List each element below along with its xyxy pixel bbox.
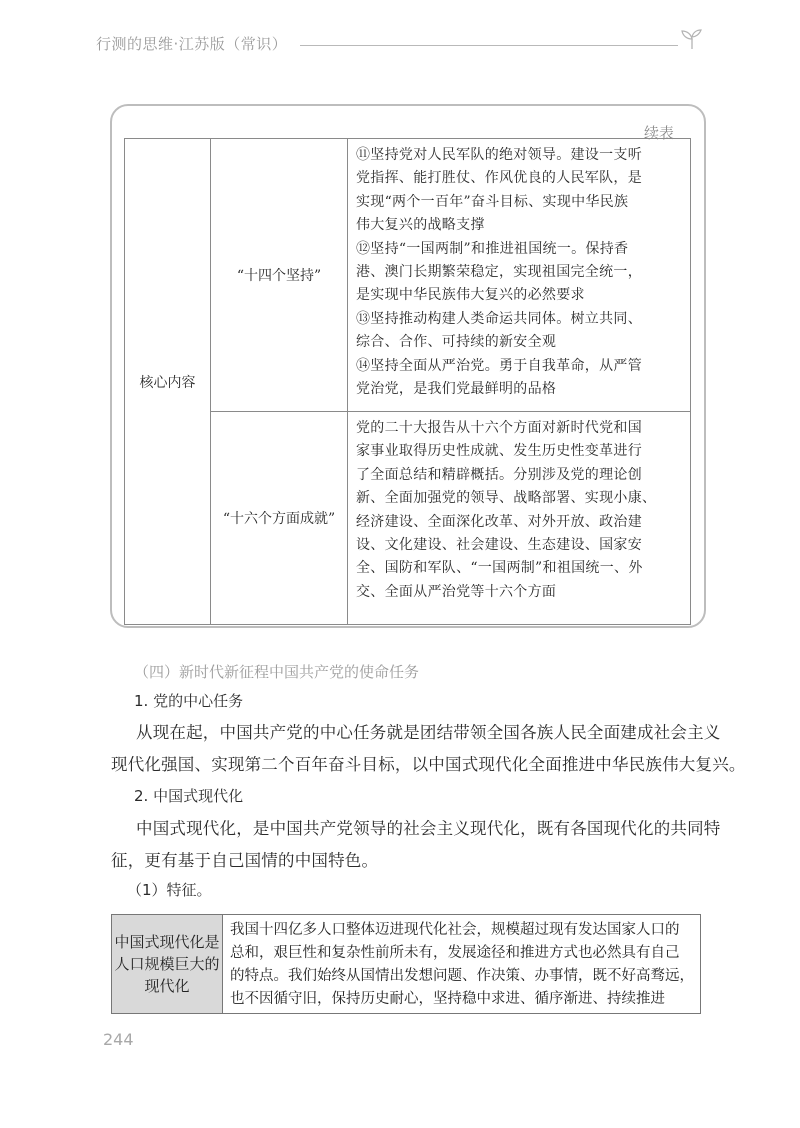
content-line: 新、全面加强党的领导、战略部署、实现小康、	[356, 490, 657, 507]
category-cell	[211, 139, 348, 412]
content-line: ⑪坚持党对人民军队的绝对领导。建设一支听	[356, 147, 642, 163]
page-number: 244	[103, 1030, 134, 1049]
category-cell	[211, 412, 348, 625]
content-line: 实现“两个一百年”奋斗目标、实现中华民族	[356, 193, 629, 210]
table-row	[125, 139, 691, 412]
feature-body-line: 的特点。我们始终从国情出发想问题、作决策、办事情，既不好高骛远，	[230, 968, 694, 984]
category-label: “十六个方面成就”	[222, 511, 336, 527]
content-line: 港、澳门长期繁荣稳定，实现祖国完全统一，	[356, 264, 642, 281]
content-cell	[348, 139, 691, 412]
content-line: ⑬坚持推动构建人类命运共同体。树立共同、	[356, 310, 642, 327]
content-line: 伟大复兴的战略支撑	[356, 217, 485, 234]
feature-body-line: 也不因循守旧，保持历史耐心，坚持稳中求进、循序渐进、持续推进	[230, 991, 665, 1007]
category-label: “十四个坚持”	[236, 268, 322, 284]
content-line: ⑭坚持全面从严治党。勇于自我革命，从严管	[356, 357, 642, 374]
feature-body-line: 我国十四亿多人口整体迈进现代化社会，规模超过现有发达国家人口的	[230, 922, 680, 938]
feature-body-line: 总和，艰巨性和复杂性前所未有，发展途径和推进方式也必然具有自己	[230, 945, 680, 961]
content-line: 综合、合作、可持续的新安全观	[356, 334, 557, 351]
feature-title-line: 现代化	[144, 977, 190, 995]
row-header-label: 核心内容	[139, 374, 196, 391]
section-heading: （四）新时代新征程中国共产党的使命任务	[134, 663, 420, 681]
feature-title-line: 人口规模巨大的	[114, 955, 220, 973]
feature-title-line: 中国式现代化是	[114, 933, 220, 951]
content-line: 交、全面从严治党等十六个方面	[356, 583, 557, 600]
paragraph-line: 现代化强国、实现第二个百年奋斗目标，以中国式现代化全面推进中华民族伟大复兴。	[111, 755, 746, 774]
feature-title-cell	[112, 915, 223, 1013]
content-line: 经济建设、全面深化改革、对外开放、政治建	[356, 513, 642, 530]
paragraph-line: 从现在起，中国共产党的中心任务就是团结带领全国各族人民全面建成社会主义	[136, 723, 721, 742]
continued-label: 续表	[643, 124, 674, 142]
feature-table	[111, 914, 701, 1014]
content-line: 家事业取得历史性成就、发生历史性变革进行	[356, 443, 642, 460]
feature-body-cell	[223, 915, 700, 1013]
subsection-heading: （1）特征。	[127, 881, 212, 899]
content-line: 设、文化建设、社会建设、生态建设、国家安	[356, 537, 642, 554]
continued-table	[124, 138, 691, 625]
paragraph-line: 中国式现代化，是中国共产党领导的社会主义现代化，既有各国现代化的共同特	[136, 819, 721, 838]
paragraph-line: 征，更有基于自己国情的中国特色。	[111, 851, 379, 870]
content-line: ⑫坚持“一国两制”和推进祖国统一。保持香	[356, 240, 629, 257]
row-header-cell	[125, 139, 211, 625]
content-line: 党的二十大报告从十六个方面对新时代党和国	[356, 420, 642, 436]
content-line: 党治党，是我们党最鲜明的品格	[356, 381, 557, 398]
content-line: 了全面总结和精辟概括。分别涉及党的理论创	[356, 466, 642, 483]
sprout-icon	[680, 28, 704, 50]
running-header-title: 行测的思维·江苏版（常识）	[96, 35, 288, 53]
content-line: 全、国防和军队、“一国两制”和祖国统一、外	[356, 560, 643, 577]
content-line: 党指挥、能打胜仗、作风优良的人民军队，是	[356, 170, 642, 187]
content-line: 是实现中华民族伟大复兴的必然要求	[356, 287, 585, 304]
subsection-heading: 1. 党的中心任务	[134, 692, 244, 710]
header-rule	[300, 45, 678, 46]
subsection-heading: 2. 中国式现代化	[134, 787, 244, 805]
content-cell	[348, 412, 691, 625]
